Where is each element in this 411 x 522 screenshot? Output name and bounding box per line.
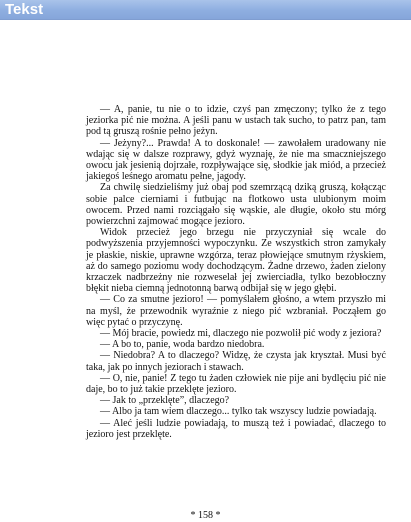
- paragraph: — Niedobra? A to dlaczego? Widzę, że czysta jak kryształ. Musi być taka, jak po innych jeziorach i stawach.: [86, 350, 386, 373]
- paragraph: — O, nie, panie! Z tego tu żaden człowiek nie pije ani bydlęciu pić nie daje, bo to już takie przeklęte jezioro.: [86, 372, 386, 396]
- document-text: [86, 104, 386, 440]
- document-page[interactable]: [0, 20, 411, 521]
- paragraph: — Mój bracie, powiedz mi, dlaczego nie pozwolił pić wody z jeziora?: [100, 328, 382, 340]
- paragraph: — A, panie, tu nie o to idzie, czyś pan zmęczony; tylko że z tego jeziorka pić nie można. A jeśli panu w ustach tak sucho, to patrz pan, tam pod tą gruszą rośnie pełno jeżyn.: [86, 104, 386, 138]
- page-number: * 158 *: [190, 510, 221, 521]
- paragraph: — Albo ja tam wiem dlaczego... tylko tak wszyscy ludzie powiadają.: [100, 406, 377, 418]
- paragraph: — Co za smutne jezioro! — pomyślałem głośno, a wtem przyszło mi na myśl, że przewodnik wyraźnie z niego pić wzbraniał. Począłem go więc pytać o przyczynę.: [86, 294, 386, 328]
- paragraph: — Jak to „przeklęte”, dlaczego?: [100, 395, 230, 407]
- paragraph: Widok przecież jego brzegu nie przyczyniał się wcale do podwyższenia przyjemności wypoczynku. Ze wszystkich stron zamykały je płaskie, niskie, uprawne wzgórza, teraz płowiejące smutnym rżyskiem, aż do samego poziomu wody dochodzącym. Żadne drzewo, żaden zielony krzaczek nadbrzeżny nie rozweselał jej zwierciadła, tylko bezobłoczny błękit nieba ciemną jednotonną barwą odbijał się w jego głębi.: [86, 227, 386, 295]
- window-title: Tekst: [5, 1, 44, 18]
- paragraph: — Aleć jeśli ludzie powiadają, to muszą też i powiadać, dlaczego to jezioro jest przeklęte.: [86, 417, 386, 440]
- paragraph: — A bo to, panie, woda bardzo niedobra.: [100, 339, 265, 351]
- title-bar: [0, 0, 411, 20]
- paragraph: Za chwilę siedzieliśmy już obaj pod szemrzącą dziką gruszą, kołącząc sobie palce cierniami i futbując na flotkowo usta ulubionym moim owocem. Przed nami rozciągało się wąskie, ale długie, około stu mórg powierzchni zajmować mogące jezioro.: [86, 182, 386, 228]
- paragraph: — Jeżyny?... Prawda! A to doskonale! — zawołałem uradowany nie wdając się w dalsze rozprawy, gdyż wyznaję, że nie ma smaczniejszego owocu jak jesienią dojrzałe, rozpływające się, słodkie jak miód, a przecież jakiegoś leśnego aromatu pełne, jagody.: [86, 137, 386, 183]
